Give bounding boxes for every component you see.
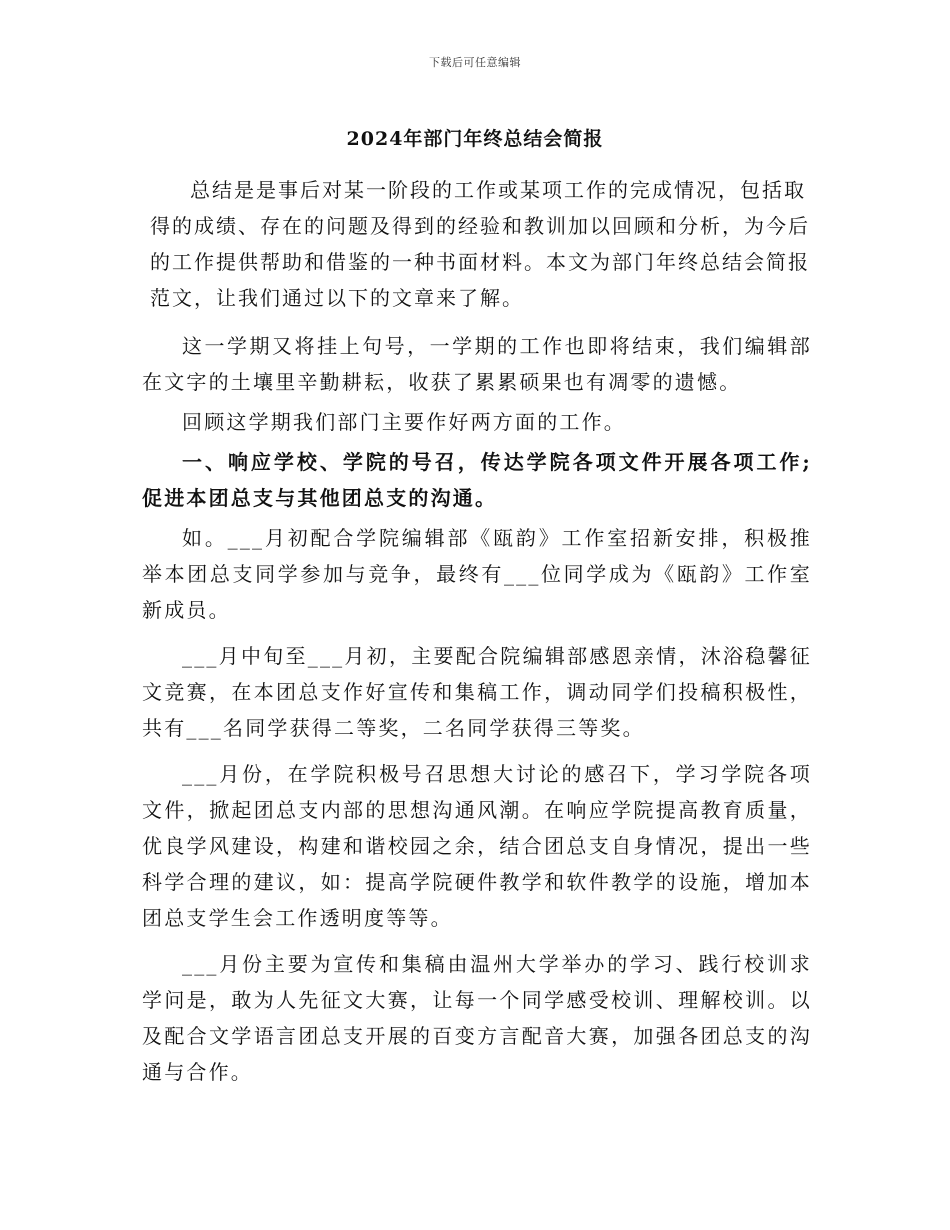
body-paragraph: ___月份，在学院积极号召思想大讨论的感召下，学习学院各项文件，掀起团总支内部的思想沟通风潮。在响应学院提高教育质量，优良学风建设，构建和谐校园之余，结合团总支自身情况，提出一些科学合理的建议，如：提高学院硬件教学和软件教学的设施，增加本团总支学生会工作透明度等等。 [142,762,812,930]
body-paragraph: 这一学期又将挂上句号，一学期的工作也即将结束，我们编辑部在文字的土壤里辛勤耕耘，收获了累累硕果也有凋零的遗憾。 [142,334,812,394]
body-paragraph: 如。___月初配合学院编辑部《瓯韵》工作室招新安排，积极推举本团总支同学参加与竞争，最终有___位同学成为《瓯韵》工作室新成员。 [142,526,812,622]
body-paragraph: ___月中旬至___月初，主要配合院编辑部感恩亲情，沐浴稳馨征文竞赛，在本团总支作好宣传和集稿工作，调动同学们投稿积极性，共有___名同学获得二等奖，二名同学获得三等奖。 [142,644,812,740]
document-body [142,328,812,1094]
document-title: 2024年部门年终总结会简报 [346,128,604,150]
body-paragraph: 回顾这学期我们部门主要作好两方面的工作。 [182,410,626,434]
header-note: 下载后可任意编辑 [429,56,521,69]
intro-paragraph: 总结是是事后对某一阶段的工作或某项工作的完成情况，包括取得的成绩、存在的问题及得到的经验和教训加以回顾和分析，为今后的工作提供帮助和借鉴的一种书面材料。本文为部门年终总结会简报范文，让我们通过以下的文章来了解。 [150,178,810,310]
body-paragraph: ___月份主要为宣传和集稿由温州大学举办的学习、践行校训求学问是，敢为人先征文大赛，让每一个同学感受校训、理解校训。以及配合文学语言团总支开展的百变方言配音大赛，加强各团总支的沟通与合作。 [142,952,812,1084]
section-heading: 一、响应学校、学院的号召，传达学院各项文件开展各项工作;促进本团总支与其他团总支的沟通。 [142,450,812,510]
